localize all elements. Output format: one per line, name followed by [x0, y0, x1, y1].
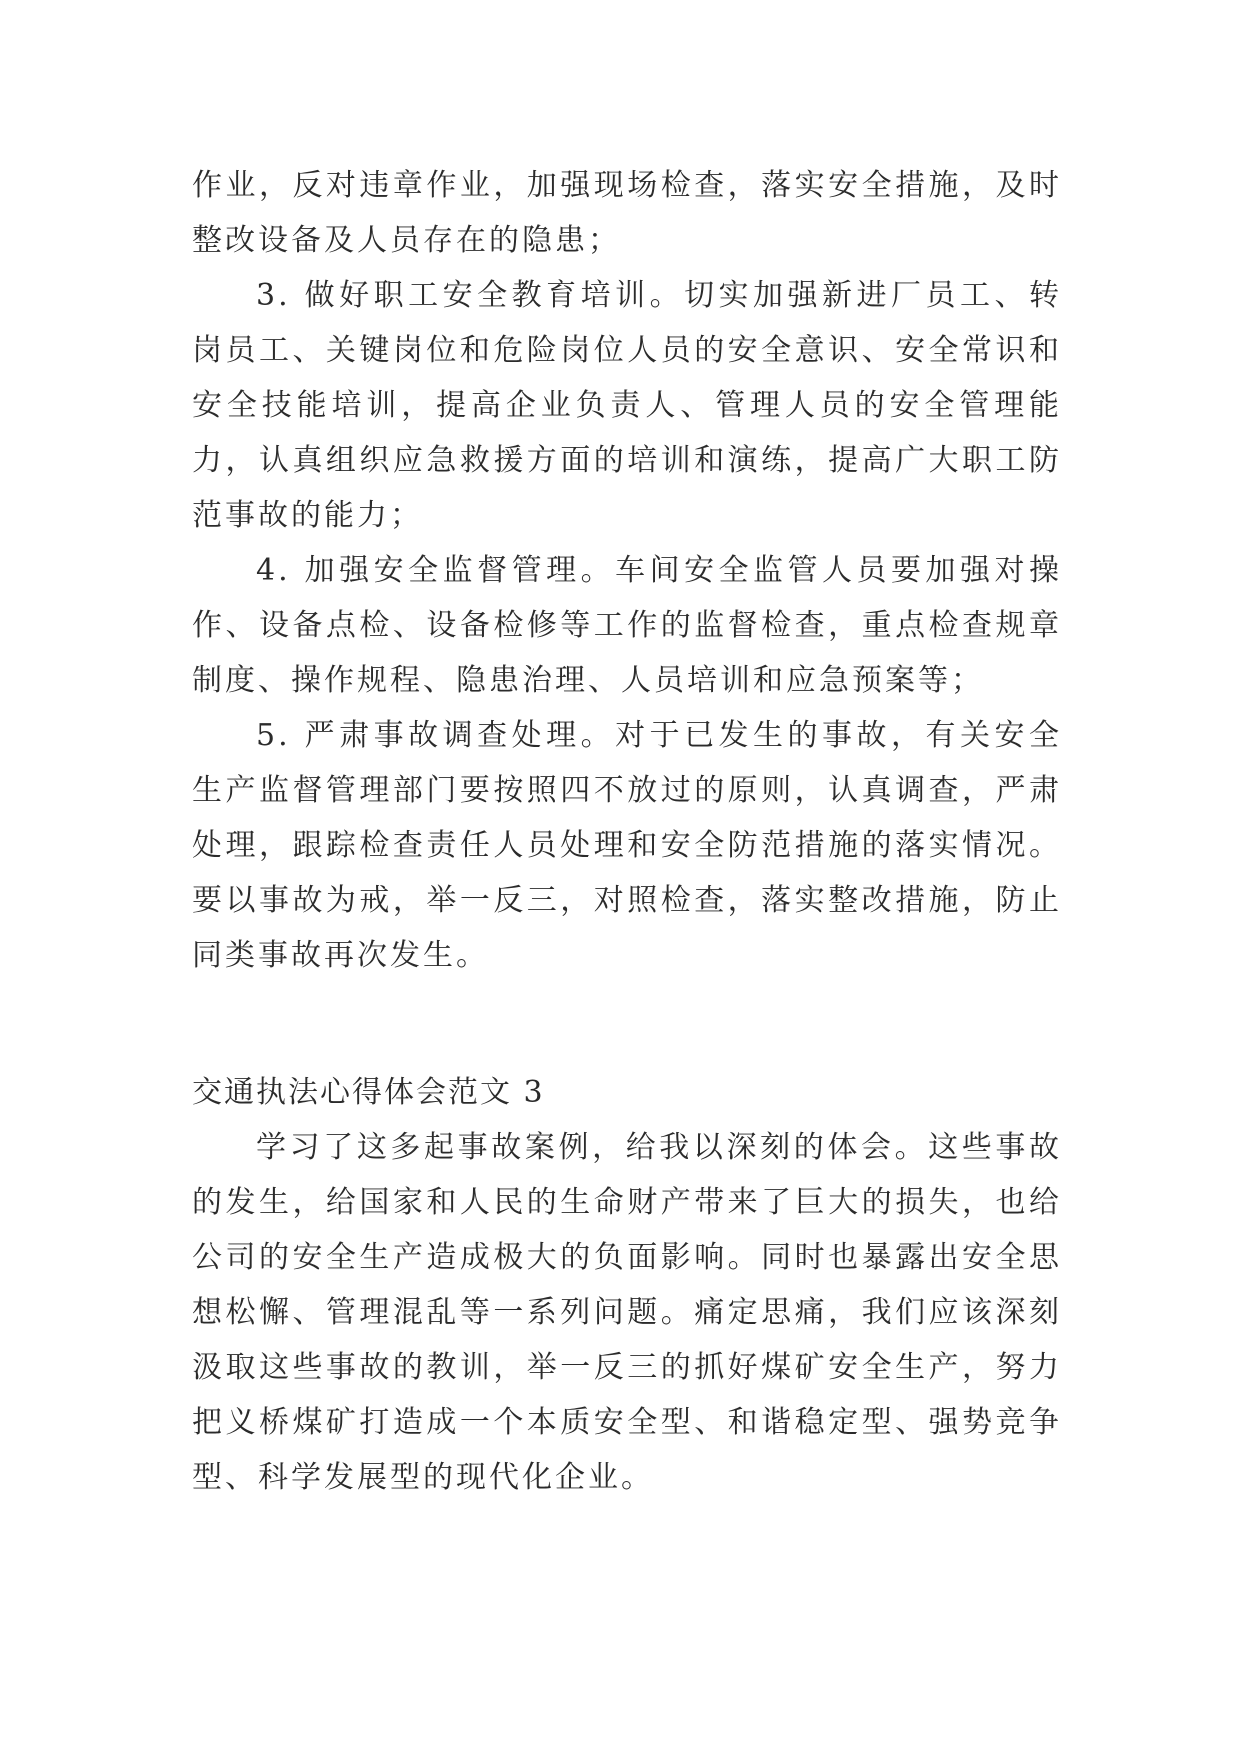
paragraph-item-5: 5. 严肃事故调查处理。对于已发生的事故，有关安全生产监督管理部门要按照四不放过的原则，认真调查，严肃处理，跟踪检查责任人员处理和安全防范措施的落实情况。要以事故为戒，举一反三，对照检查，落实整改措施，防止同类事故再次发生。	[192, 718, 1062, 973]
section-3-text-block	[192, 1120, 1062, 1505]
paragraph-item-3: 3. 做好职工安全教育培训。切实加强新进厂员工、转岗员工、关键岗位和危险岗位人员的安全意识、安全常识和安全技能培训，提高企业负责人、管理人员的安全管理能力，认真组织应急救援方面的培训和演练，提高广大职工防范事故的能力；	[192, 278, 1062, 533]
paragraph-continuation: 作业，反对违章作业，加强现场检查，落实安全措施，及时整改设备及人员存在的隐患；	[192, 168, 1062, 258]
section-3-paragraph: 学习了这多起事故案例，给我以深刻的体会。这些事故的发生，给国家和人民的生命财产带来了巨大的损失，也给公司的安全生产造成极大的负面影响。同时也暴露出安全思想松懈、管理混乱等一系列问题。痛定思痛，我们应该深刻汲取这些事故的教训，举一反三的抓好煤矿安全生产，努力把义桥煤矿打造成一个本质安全型、和谐稳定型、强势竞争型、科学发展型的现代化企业。	[192, 1130, 1062, 1495]
section-heading: 交通执法心得体会范文 3	[192, 1075, 545, 1110]
continued-text-block	[192, 158, 1062, 983]
paragraph-item-4: 4. 加强安全监督管理。车间安全监管人员要加强对操作、设备点检、设备检修等工作的监督检查，重点检查规章制度、操作规程、隐患治理、人员培训和应急预案等；	[192, 553, 1062, 698]
